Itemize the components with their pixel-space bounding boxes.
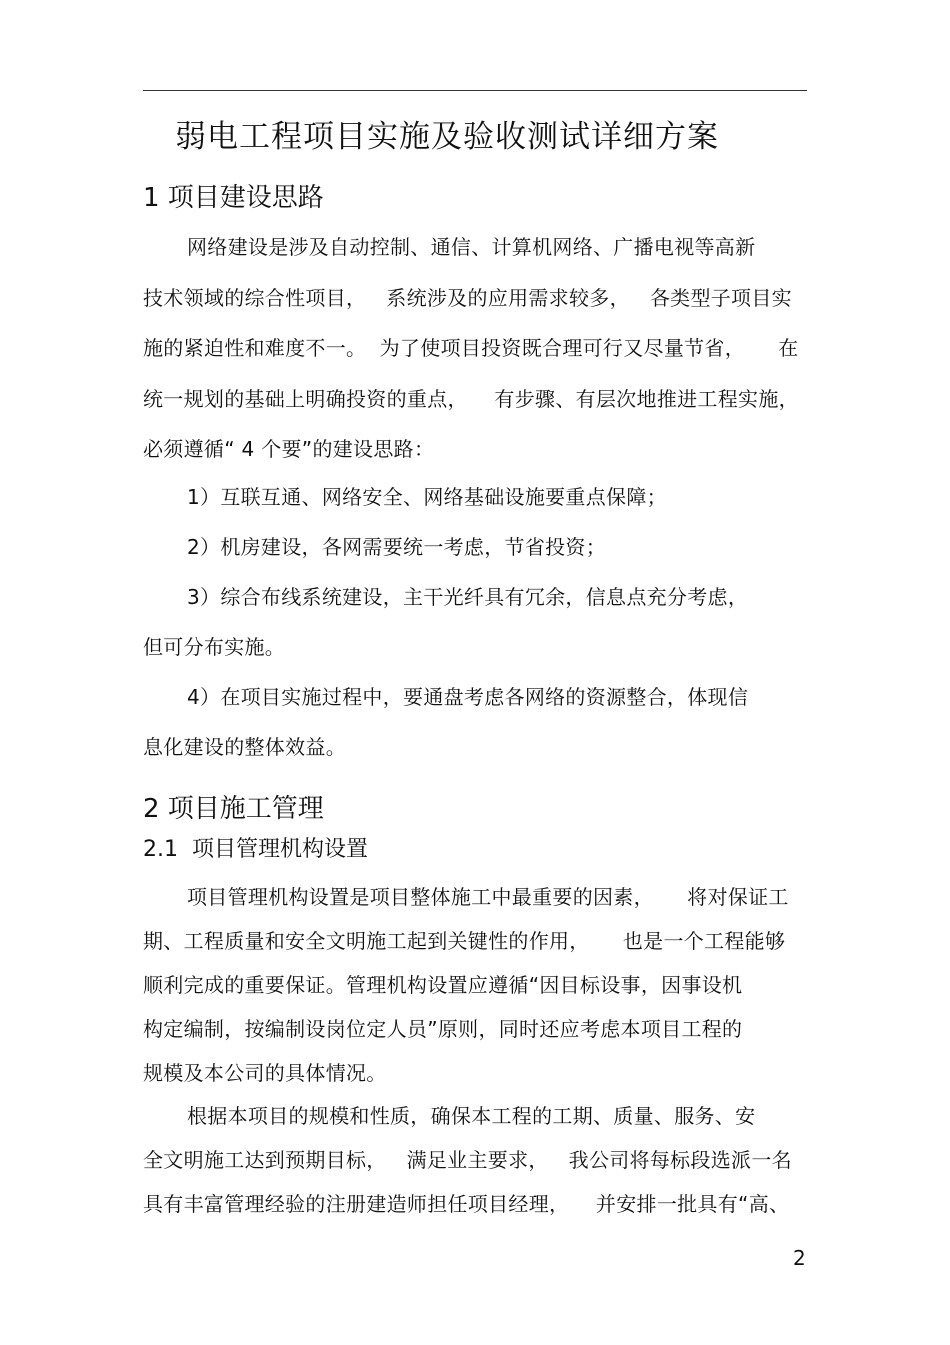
section-2-paragraph-line: 项目管理机构设置是项目整体施工中最重要的因素， 将对保证工: [187, 885, 789, 909]
section-2-paragraph-2-line: 根据本项目的规模和性质，确保本工程的工期、质量、服务、安: [187, 1104, 756, 1128]
document-title: 弱电工程项目实施及验收测试详细方案: [175, 119, 719, 155]
section-1-paragraph-line: 施的紧迫性和难度不一。 为了使项目投资既合理可行又尽量节省， 在: [143, 336, 799, 360]
section-2-paragraph-line: 构定编制，按编制设岗位定人员”原则，同时还应考虑本项目工程的: [143, 1017, 743, 1041]
list-item-4-continuation: 息化建设的整体效益。: [143, 735, 346, 759]
section-2-paragraph-2-line: 全文明施工达到预期目标， 满足业主要求， 我公司将每标段选派一名: [143, 1148, 792, 1172]
list-item-4: 4）在项目实施过程中，要通盘考虑各网络的资源整合，体现信: [187, 685, 749, 709]
section-1-paragraph-line: 网络建设是涉及自动控制、通信、计算机网络、广播电视等高新: [187, 235, 756, 259]
page-number: 2: [793, 1246, 806, 1270]
section-1-paragraph-line: 统一规划的基础上明确投资的重点， 有步骤、有层次地推进工程实施，: [143, 387, 799, 411]
section-1-paragraph-line: 必须遵循“ 4 个要”的建设思路：: [143, 437, 435, 461]
list-item-2: 2）机房建设，各网需要统一考虑，节省投资；: [187, 535, 607, 559]
list-item-1: 1）互联互通、网络安全、网络基础设施要重点保障；: [187, 485, 667, 509]
section-1-heading: 1 项目建设思路: [143, 183, 324, 213]
section-2-paragraph-2-line: 具有丰富管理经验的注册建造师担任项目经理， 并安排一批具有“高、: [143, 1192, 790, 1216]
section-1-paragraph-line: 技术领域的综合性项目， 系统涉及的应用需求较多， 各类型子项目实: [143, 286, 792, 310]
list-item-3-continuation: 但可分布实施。: [143, 635, 286, 659]
list-item-3: 3）综合布线系统建设，主干光纤具有冗余，信息点充分考虑，: [187, 585, 749, 609]
header-rule: [143, 90, 807, 91]
section-2-paragraph-line: 期、工程质量和安全文明施工起到关键性的作用， 也是一个工程能够: [143, 929, 786, 953]
section-2-paragraph-line: 规模及本公司的具体情况。: [143, 1061, 387, 1085]
section-2-paragraph-line: 顺利完成的重要保证。管理机构设置应遵循“因目标设事，因事设机: [143, 973, 743, 997]
section-2-1-subheading: 2.1 项目管理机构设置: [143, 837, 368, 862]
section-2-heading: 2 项目施工管理: [143, 794, 324, 824]
